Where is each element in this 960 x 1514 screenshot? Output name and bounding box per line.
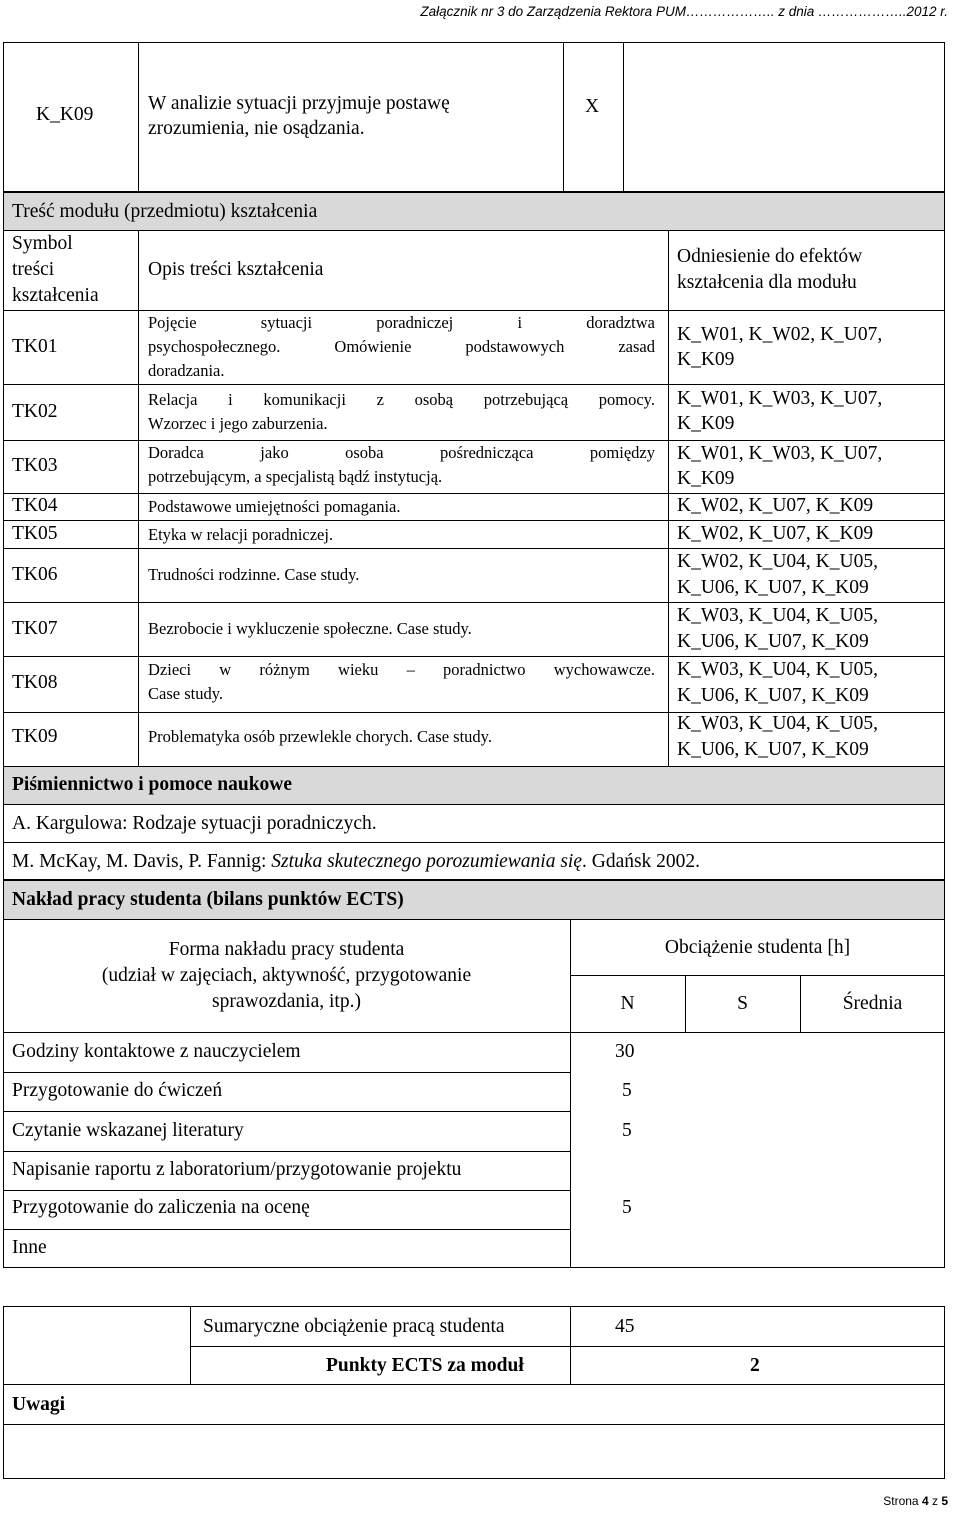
content-description: Podstawowe umiejętności pomagania. [148,497,401,516]
remarks-box [3,1424,945,1479]
literature-item: M. McKay, M. Davis, P. Fannig: Sztuka skutecznego porozumiewania się. Gdańsk 2002. [12,851,701,872]
content-code: TK01 [12,336,58,357]
workload-row-label: Przygotowanie do zaliczenia na ocenę [12,1197,310,1218]
content-reference: K_W03, K_U04, K_U05, [677,605,878,626]
workload-row-label: Przygotowanie do ćwiczeń [12,1080,223,1101]
content-reference: K_U06, K_U07, K_K09 [677,685,869,706]
content-reference: K_W01, K_W03, K_U07, [677,443,883,464]
content-reference: K_W02, K_U07, K_K09 [677,495,874,516]
workload-row-label: Napisanie raportu z laboratorium/przygotowanie projektu [12,1159,462,1180]
workload-row-label: Czytanie wskazanej literatury [12,1120,244,1141]
content-reference: K_W03, K_U04, K_U05, [677,659,878,680]
literature-title: Piśmiennictwo i pomoce naukowe [12,774,293,795]
content-code: TK07 [12,618,58,639]
content-description: potrzebującym, a specjalistą bądź instytucją. [148,467,443,486]
content-description: Doradca jako osoba pośrednicząca pomiędzy [148,443,655,462]
workload-form-header-3: sprawozdania, itp.) [212,991,361,1012]
ects-value: 2 [750,1355,760,1376]
content-reference: K_W02, K_U04, K_U05, [677,551,878,572]
content-reference: K_W03, K_U04, K_U05, [677,713,878,734]
col-symbol-line-3: kształcenia [12,285,99,306]
workload-load-header: Obciążenie studenta [h] [664,937,851,958]
outcome-row-table [3,42,945,192]
content-description: Wzorzec i jego zaburzenia. [148,414,328,433]
outcome-mark: X [585,96,600,117]
total-workload-label: Sumaryczne obciążenie pracą studenta [203,1316,505,1337]
workload-form-header-2: (udział w zajęciach, aktywność, przygotowanie [101,965,472,986]
content-description: Dzieci w różnym wieku – poradnictwo wychowawcze. [148,660,655,679]
content-code: TK04 [12,495,58,516]
workload-col-n: N [620,993,635,1014]
content-reference: K_W01, K_W02, K_U07, [677,324,883,345]
workload-row-label: Inne [12,1237,47,1258]
content-code: TK08 [12,672,58,693]
content-reference: K_U06, K_U07, K_K09 [677,577,869,598]
remarks-title: Uwagi [12,1394,66,1415]
col-symbol-line-1: Symbol [12,233,73,254]
outcome-text-line-1: W analizie sytuacji przyjmuje postawę [148,93,450,114]
outcome-symbol: K_K09 [36,104,94,125]
content-reference: K_W02, K_U07, K_K09 [677,523,874,544]
ects-label: Punkty ECTS za moduł [326,1355,524,1376]
content-description: Trudności rodzinne. Case study. [148,565,360,584]
content-section-title: Treść modułu (przedmiotu) kształcenia [12,201,318,222]
content-code: TK06 [12,564,58,585]
content-description: Bezrobocie i wykluczenie społeczne. Case study. [148,619,472,638]
total-workload-value: 45 [615,1316,635,1337]
col-reference-line-1: Odniesienie do efektów [677,246,863,267]
content-description: Relacja i komunikacji z osobą potrzebującą pomocy. [148,390,655,409]
content-reference: K_K09 [677,468,735,489]
document-header: Załącznik nr 3 do Zarządzenia Rektora PUM……………….. z dnia ………………..2012 r. [420,4,948,19]
workload-form-header-1: Forma nakładu pracy studenta [168,939,405,960]
content-code: TK05 [12,523,58,544]
workload-row-value: 5 [622,1080,632,1101]
content-reference: K_U06, K_U07, K_K09 [677,631,869,652]
outcome-text-line-2: zrozumienia, nie osądzania. [148,118,365,139]
content-description: Case study. [148,684,224,703]
content-reference: K_W01, K_W03, K_U07, [677,388,883,409]
content-code: TK02 [12,401,58,422]
content-description: psychospołecznego. Omówienie podstawowych zasad [148,337,655,356]
workload-title: Nakład pracy studenta (bilans punktów ECTS) [12,889,404,910]
page-number: Strona 4 z 5 [883,1494,948,1508]
content-reference: K_K09 [677,349,735,370]
workload-row-value: 5 [622,1120,632,1141]
content-description: Pojęcie sytuacji poradniczej i doradztwa [148,313,655,332]
workload-col-avg: Średnia [842,993,903,1014]
col-symbol-line-2: treści [12,259,55,280]
content-reference: K_K09 [677,413,735,434]
literature-item: A. Kargulowa: Rodzaje sytuacji poradniczych. [12,813,377,834]
workload-row-label: Godziny kontaktowe z nauczycielem [12,1041,301,1062]
content-description: doradzania. [148,361,225,380]
col-reference-line-2: kształcenia dla modułu [677,272,857,293]
content-reference: K_U06, K_U07, K_K09 [677,739,869,760]
workload-col-s: S [737,993,748,1014]
content-description: Etyka w relacji poradniczej. [148,525,334,544]
col-description: Opis treści kształcenia [148,259,324,280]
content-code: TK03 [12,455,58,476]
content-code: TK09 [12,726,58,747]
workload-row-value: 30 [615,1041,635,1062]
workload-row-value: 5 [622,1197,632,1218]
content-description: Problematyka osób przewlekle chorych. Case study. [148,727,492,746]
